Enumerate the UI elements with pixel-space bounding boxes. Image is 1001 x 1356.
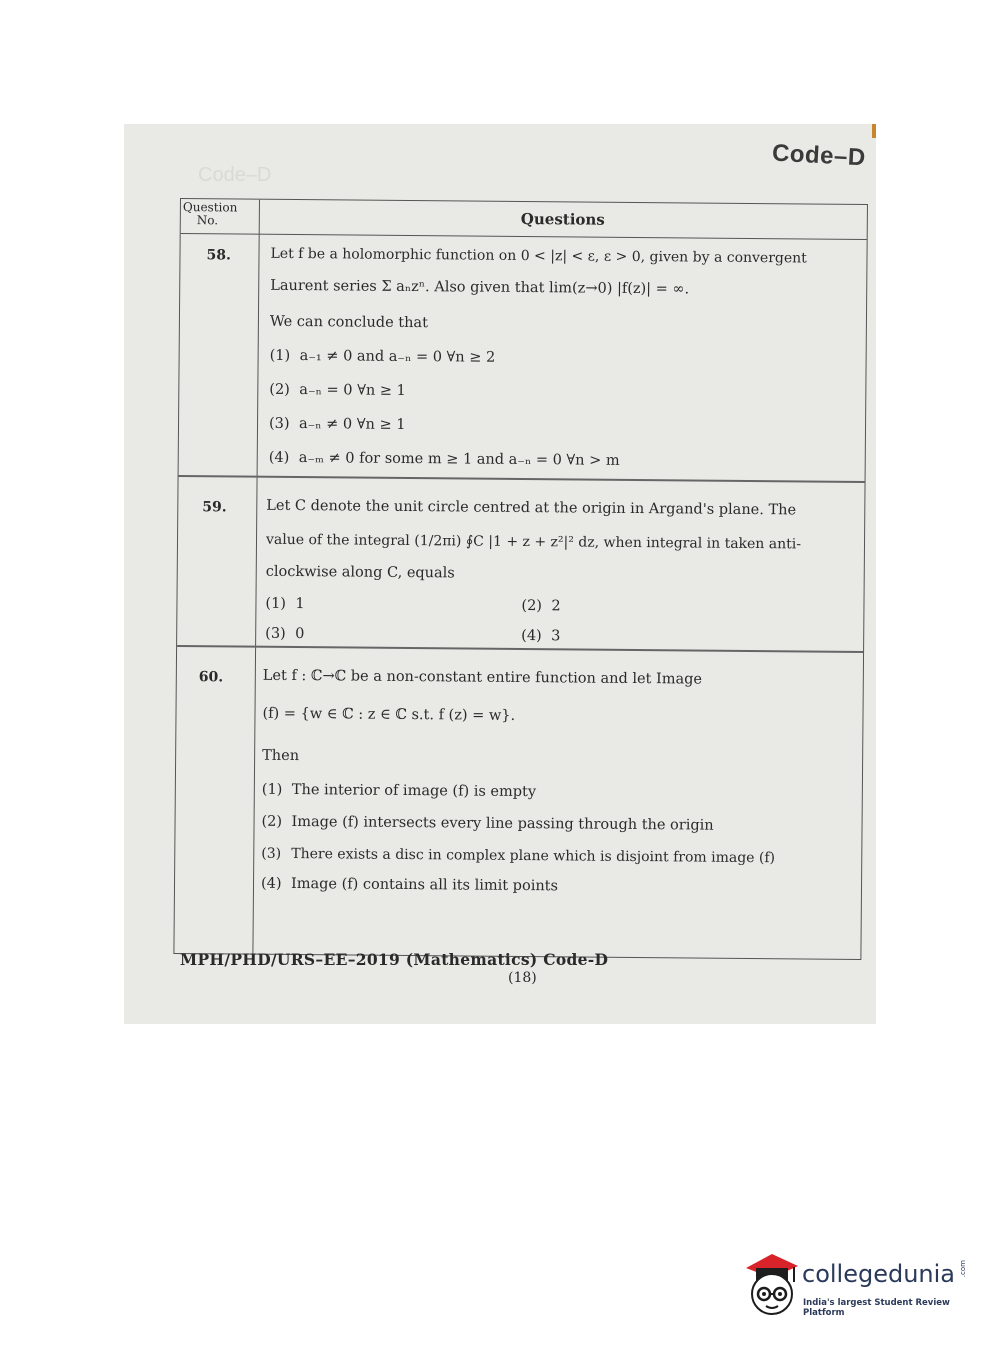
row-divider (179, 475, 865, 482)
question-number: 58. (206, 247, 231, 264)
option: (3) There exists a disc in complex plane which is disjoint from image (f) (261, 845, 776, 867)
logo-suffix: .com (959, 1260, 967, 1278)
question-text-line: value of the integral (1/2πi) ∮C |1 + z + z²|² dz, when integral in taken anti- (265, 531, 802, 553)
bleed-through-text: Code–D (198, 164, 272, 186)
column-divider (252, 200, 260, 954)
question-text-line: Let f be a holomorphic function on 0 < |z| < ε, ε > 0, given by a convergent (270, 245, 807, 267)
logo-tagline: India's largest Student Review Platform (803, 1298, 950, 1318)
option: (3) 0 (265, 625, 305, 643)
question-table (173, 198, 868, 960)
paper-code: Code–D (771, 139, 867, 172)
row-divider (177, 645, 863, 652)
question-text-line: (f) = {w ∈ ℂ : z ∈ ℂ s.t. f (z) = w}. (262, 705, 516, 724)
option: (1) 1 (265, 595, 305, 613)
column-header-question-no: Question No. (182, 200, 238, 228)
option: (4) Image (f) contains all its limit points (260, 875, 559, 895)
question-text-line: Let C denote the unit circle centred at the origin in Argand's plane. The (266, 497, 797, 519)
scanned-page (124, 124, 876, 1024)
option: (3) a₋ₙ ≠ 0 ∀n ≥ 1 (268, 415, 406, 433)
option: (4) a₋ₘ ≠ 0 for some m ≥ 1 and a₋ₙ = 0 ∀n > m (268, 449, 620, 469)
question-text-line: We can conclude that (269, 313, 429, 332)
question-text-line: Then (262, 747, 300, 765)
option: (4) 3 (521, 627, 561, 645)
column-header-questions: Questions (520, 209, 605, 229)
option: (2) Image (f) intersects every line passing through the origin (261, 813, 714, 834)
scan-edge-mark (872, 124, 876, 138)
question-number: 59. (202, 499, 227, 516)
question-text-line: Let f : ℂ→ℂ be a non-constant entire function and let Image (262, 667, 703, 688)
option: (2) a₋ₙ = 0 ∀n ≥ 1 (269, 381, 406, 399)
collegedunia-logo (742, 1246, 982, 1316)
exam-footer: MPH/PHD/URS–EE–2019 (Mathematics) Code-D (180, 950, 609, 969)
logo-wordmark: collegedunia (802, 1260, 956, 1288)
option: (1) The interior of image (f) is empty (261, 781, 537, 801)
question-text-line: clockwise along C, equals (265, 563, 455, 582)
option: (2) 2 (521, 597, 561, 615)
option: (1) a₋₁ ≠ 0 and a₋ₙ = 0 ∀n ≥ 2 (269, 347, 496, 366)
header-rule (181, 233, 867, 240)
page-number: (18) (508, 970, 537, 986)
question-number: 60. (198, 669, 224, 686)
question-text-line: Laurent series Σ aₙzⁿ. Also given that lim(z→0) |f(z)| = ∞. (270, 277, 690, 298)
mascot-icon (742, 1246, 800, 1316)
